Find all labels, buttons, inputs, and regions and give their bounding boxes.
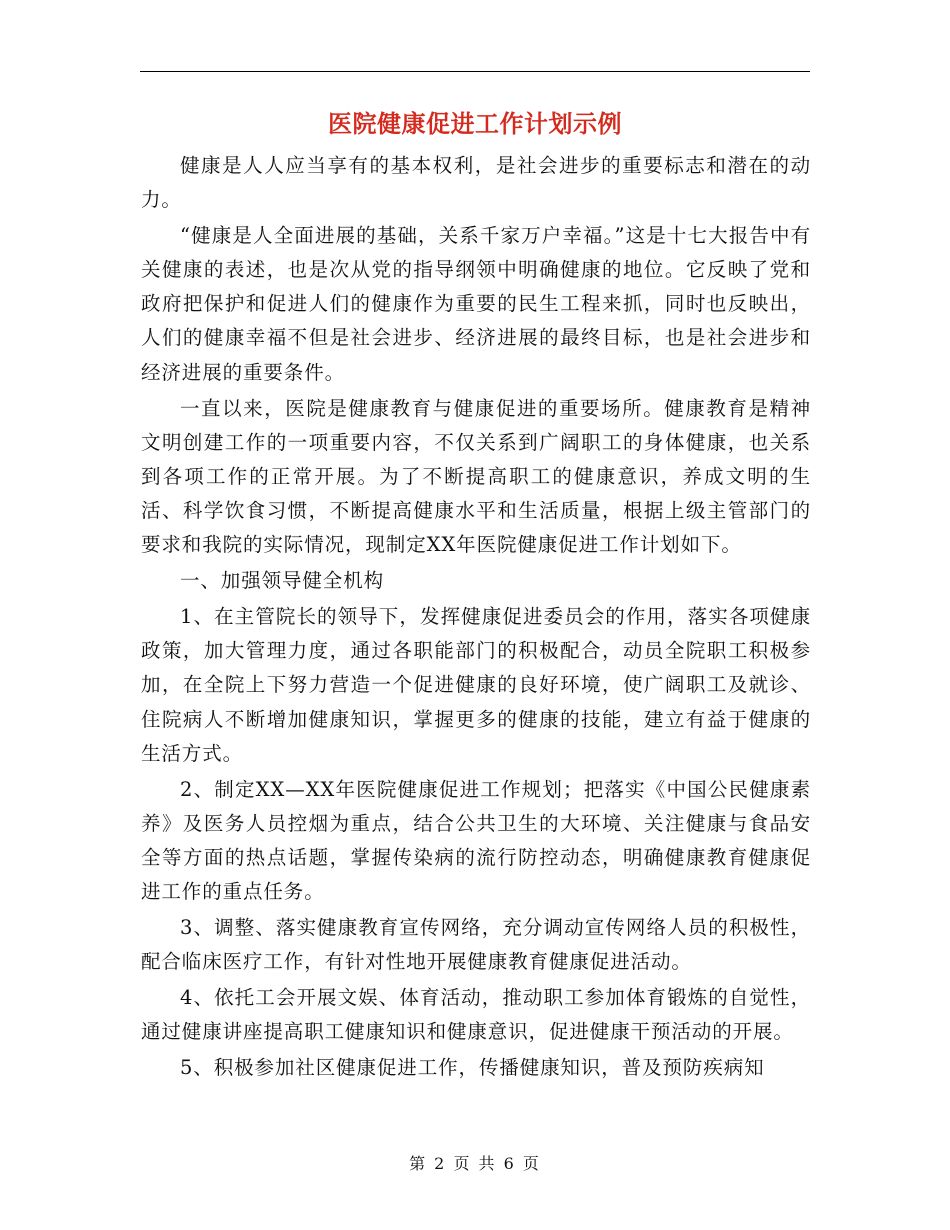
- paragraph-item-5: 5、积极参加社区健康促进工作，传播健康知识，普及预防疾病知: [180, 1056, 765, 1080]
- paragraph-item-3: 3、调整、落实健康教育宣传网络，充分调动宣传网络人员的积极性，配合临床医疗工作，有针对性地开展健康教育健康促进活动。: [141, 916, 811, 974]
- document-body: [141, 149, 811, 1086]
- paragraph-item-4: 4、依托工会开展文娱、体育活动，推动职工参加体育锻炼的自觉性，通过健康讲座提高职工健康知识和健康意识，促进健康干预活动的开展。: [141, 986, 811, 1044]
- paragraph-quote: “健康是人全面进展的基础，关系千家万户幸福。”这是十七大报告中有关健康的表述，也是次从党的指导纲领中明确健康的地位。它反映了党和政府把保护和促进人们的健康作为重要的民生工程来抓，同时也反映出，人们的健康幸福不但是社会进步、经济进展的最终目标，也是社会进步和经济进展的重要条件。: [141, 224, 811, 384]
- section-heading-1: 一、加强领导健全机构: [180, 569, 385, 593]
- paragraph-item-2: 2、制定XX—XX年医院健康促进工作规划；把落实《中国公民健康素养》及医务人员控烟为重点，结合公共卫生的大环境、关注健康与食品安全等方面的热点话题，掌握传染病的流行防控动态，明确健康教育健康促进工作的重点任务。: [141, 777, 811, 903]
- document-title: 医院健康促进工作计划示例: [328, 109, 622, 138]
- paragraph-item-1: 1、在主管院长的领导下，发挥健康促进委员会的作用，落实各项健康政策，加大管理力度，通过各职能部门的积极配合，动员全院职工积极参加，在全院上下努力营造一个促进健康的良好环境，使广阔职工及就诊、住院病人不断增加健康知识，掌握更多的健康的技能，建立有益于健康的生活方式。: [141, 605, 811, 765]
- paragraph-intro: 健康是人人应当享有的基本权利，是社会进步的重要标志和潜在的动力。: [141, 154, 811, 212]
- paragraph-background: 一直以来，医院是健康教育与健康促进的重要场所。健康教育是精神文明创建工作的一项重要内容，不仅关系到广阔职工的身体健康，也关系到各项工作的正常开展。为了不断提高职工的健康意识，养成文明的生活、科学饮食习惯，不断提高健康水平和生活质量，根据上级主管部门的要求和我院的实际情况，现制定XX年医院健康促进工作计划如下。: [141, 396, 811, 557]
- page-number: 第 2 页 共 6 页: [409, 1154, 541, 1173]
- header-rule: [140, 71, 810, 72]
